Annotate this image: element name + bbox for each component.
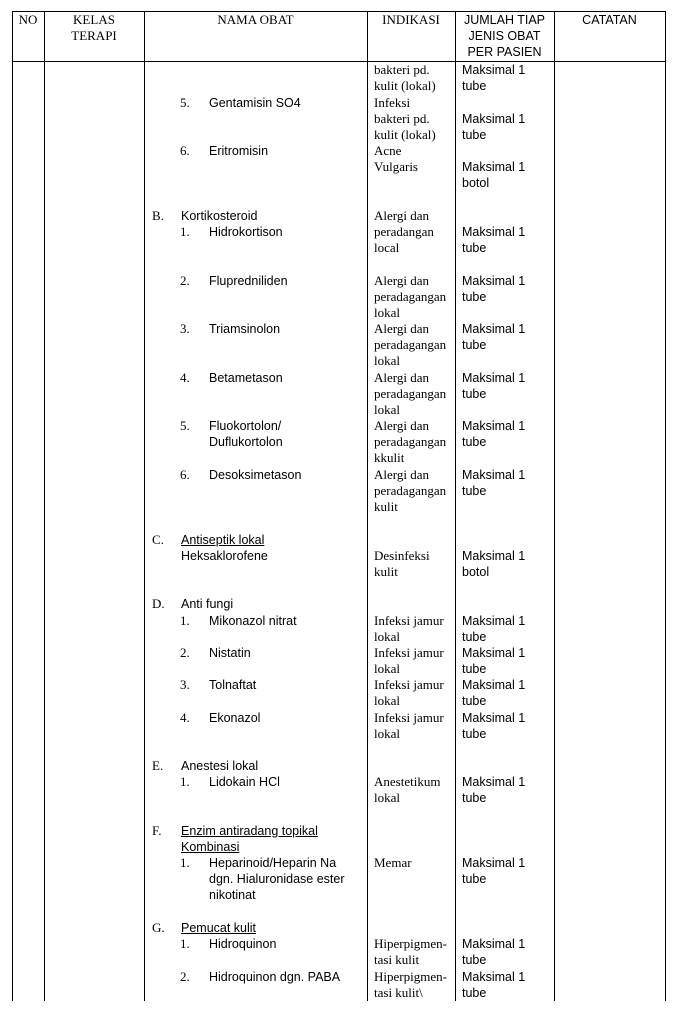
- item-number: 6.: [180, 143, 190, 158]
- section-title-pemucat: Pemucat kulit: [181, 921, 257, 935]
- indication-cell: Hiperpigmen- tasi kulit: [374, 936, 447, 968]
- quantity-cell: Maksimal 1 tube: [462, 614, 526, 645]
- item-number: 1.: [180, 855, 190, 870]
- drug-name: Hidrokortison: [209, 225, 283, 239]
- indication-cell: Acne Vulgaris: [374, 143, 418, 175]
- indication-cell: Anestetikum lokal: [374, 774, 441, 806]
- drug-name: Hidroquinon: [209, 937, 277, 951]
- item-number: 4.: [180, 370, 190, 385]
- item-number: 6.: [180, 467, 190, 482]
- col-border-right: [665, 11, 666, 1001]
- section-letter: B.: [152, 208, 164, 223]
- quantity-cell: Maksimal 1 tube: [462, 937, 526, 968]
- indication-cell: Alergi dan peradagangan kulit: [374, 467, 447, 515]
- indication-cell: Infeksi jamur lokal: [374, 710, 444, 742]
- quantity-cell: Maksimal 1 botol: [462, 160, 526, 191]
- indication-cell: Desinfeksi kulit: [374, 548, 430, 580]
- drug-name: Desoksimetason: [209, 468, 302, 482]
- section-title-anti-fungi: Anti fungi: [181, 597, 234, 611]
- indication-cell: Alergi dan peradagangan lokal: [374, 273, 447, 321]
- drug-name: Lidokain HCl: [209, 775, 280, 789]
- section-letter: F.: [152, 823, 162, 838]
- drug-name: Fluokortolon/ Duflukortolon: [209, 419, 283, 450]
- drug-name: Triamsinolon: [209, 322, 281, 336]
- drug-name: Ekonazol: [209, 711, 261, 725]
- section-title-anestesi: Anestesi lokal: [181, 759, 259, 773]
- section-title-kortikosteroid: Kortikosteroid: [181, 209, 258, 223]
- quantity-cell: Maksimal 1 tube: [462, 856, 526, 887]
- indication-cell: Hiperpigmen- tasi kulit\: [374, 969, 447, 1001]
- quantity-cell: Maksimal 1 tube: [462, 274, 526, 305]
- indication-cell: Infeksi jamur lokal: [374, 645, 444, 677]
- drug-name: Gentamisin SO4: [209, 96, 301, 110]
- quantity-cell: Maksimal 1 tube: [462, 678, 526, 709]
- quantity-cell: Maksimal 1 tube: [462, 646, 526, 677]
- indication-cell: Infeksi jamur lokal: [374, 677, 444, 709]
- col-border-jumlah: [554, 11, 555, 1001]
- quantity-cell: Maksimal 1 tube: [462, 63, 526, 94]
- drug-name: Eritromisin: [209, 144, 269, 158]
- header-kelas-terapi: KELAS TERAPI: [71, 12, 117, 43]
- quantity-cell: Maksimal 1 tube: [462, 468, 526, 499]
- item-number: 3.: [180, 321, 190, 336]
- header-bottom-border: [12, 61, 666, 62]
- item-number: 4.: [180, 710, 190, 725]
- item-number: 1.: [180, 613, 190, 628]
- drug-name: Heksaklorofene: [181, 549, 268, 563]
- header-indikasi: INDIKASI: [382, 12, 440, 27]
- indication-cell: Alergi dan peradagangan lokal: [374, 321, 447, 369]
- quantity-cell: Maksimal 1 tube: [462, 775, 526, 806]
- col-border-no: [44, 11, 45, 1001]
- item-number: 5.: [180, 95, 190, 110]
- drug-name: Betametason: [209, 371, 283, 385]
- quantity-cell: Maksimal 1 tube: [462, 419, 526, 450]
- section-letter: E.: [152, 758, 164, 773]
- indication-cell: Alergi dan peradagangan lokal: [374, 370, 447, 418]
- quantity-cell: Maksimal 1 tube: [462, 371, 526, 402]
- indication-cell: Infeksi jamur lokal: [374, 613, 444, 645]
- section-title-enzim: Enzim antiradang topikal Kombinasi: [181, 824, 318, 855]
- drug-name: Flupredniliden: [209, 274, 288, 288]
- col-border-nama: [367, 11, 368, 1001]
- item-number: 2.: [180, 645, 190, 660]
- item-number: 1.: [180, 774, 190, 789]
- header-jumlah: JUMLAH TIAP JENIS OBAT PER PASIEN: [463, 13, 546, 59]
- item-number: 1.: [180, 224, 190, 239]
- indication-cell: Memar: [374, 855, 412, 870]
- quantity-cell: Maksimal 1 tube: [462, 225, 526, 256]
- quantity-cell: Maksimal 1 tube: [462, 970, 526, 1001]
- col-border-left: [12, 11, 13, 1001]
- header-no: NO: [18, 12, 38, 27]
- drug-name: Hidroquinon dgn. PABA: [209, 970, 341, 984]
- header-catatan: CATATAN: [582, 13, 637, 27]
- header-nama-obat: NAMA OBAT: [217, 12, 294, 27]
- item-number: 3.: [180, 677, 190, 692]
- quantity-cell: Maksimal 1 tube: [462, 711, 526, 742]
- indication-cell: Alergi dan peradangan local: [374, 208, 434, 256]
- drug-name: Tolnaftat: [209, 678, 257, 692]
- quantity-cell: Maksimal 1 tube: [462, 112, 526, 143]
- col-border-kelas: [144, 11, 145, 1001]
- indication-cell: bakteri pd. kulit (lokal): [374, 62, 436, 94]
- section-title-antiseptik: Antiseptik lokal: [181, 533, 265, 547]
- drug-name: Heparinoid/Heparin Na dgn. Hialuronidase ester nikotinat: [209, 856, 345, 903]
- item-number: 2.: [180, 273, 190, 288]
- indication-cell: Alergi dan peradagangan kkulit: [374, 418, 447, 466]
- indication-cell: Infeksi bakteri pd. kulit (lokal): [374, 95, 436, 143]
- item-number: 2.: [180, 969, 190, 984]
- section-letter: C.: [152, 532, 164, 547]
- quantity-cell: Maksimal 1 tube: [462, 322, 526, 353]
- section-letter: G.: [152, 920, 165, 935]
- drug-name: Nistatin: [209, 646, 251, 660]
- item-number: 1.: [180, 936, 190, 951]
- quantity-cell: Maksimal 1 botol: [462, 549, 526, 580]
- drug-name: Mikonazol nitrat: [209, 614, 297, 628]
- item-number: 5.: [180, 418, 190, 433]
- section-letter: D.: [152, 596, 165, 611]
